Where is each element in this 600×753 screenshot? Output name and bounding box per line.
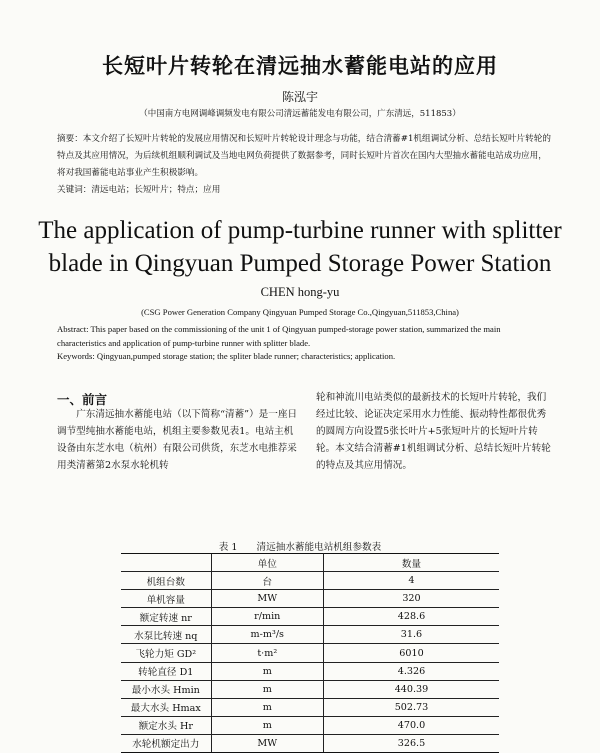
table-row [121, 680, 499, 698]
intro-left-column: 广东清远抽水蓄能电站（以下简称“清蓄”）是一座日调节型纯抽水蓄能电站，机组主要参数见表1。电站主机设备由东芝水电（杭州）有限公司供货，东芝水电推荐采用类清蓄第2水泵水轮机转 [57, 409, 298, 471]
param-value: 31.6 [323, 626, 499, 644]
header-param [121, 554, 211, 572]
table-title: 清远抽水蓄能电站机组参数表 [256, 542, 382, 553]
table-row [121, 716, 499, 734]
param-name: 额定转速 nr [121, 608, 211, 626]
param-name: 单机容量 [121, 590, 211, 608]
param-name: 最大水头 Hmax [121, 698, 211, 716]
english-title-line2: blade in Qingyuan Pumped Storage Power Station [48, 250, 552, 277]
param-value: 6010 [323, 644, 499, 662]
param-unit: m [211, 662, 323, 680]
english-affiliation: (CSG Power Generation Company Qingyuan Pumped Storage Co.,Qingyuan,511853,China) [141, 307, 459, 317]
param-unit: MW [211, 734, 323, 752]
param-name: 最小水头 Hmin [121, 680, 211, 698]
table-header-row [121, 554, 499, 572]
chinese-title: 长短叶片转轮在清远抽水蓄能电站的应用 [102, 54, 498, 78]
section-heading: 一、前言 [57, 392, 108, 407]
table-row [121, 734, 499, 752]
english-title [0, 214, 600, 280]
param-unit: m [211, 698, 323, 716]
chinese-abstract: 摘要：本文介绍了长短叶片转轮的发展应用情况和长短叶片转轮设计理念与功能，结合清蓄#1机组调试分析、总结长短叶片转轮的特点及其应用情况，为后续机组顺利调试及当地电网负荷提供了数据参考，同时长短叶片首次在国内大型抽水蓄能电站成功应用，将对我国蓄能电站事业产生积极影响。 [57, 134, 551, 178]
param-unit: t·m² [211, 644, 323, 662]
param-unit: 台 [211, 572, 323, 590]
table-row [121, 698, 499, 716]
param-name: 额定水头 Hr [121, 716, 211, 734]
table-row [121, 662, 499, 680]
table-row [121, 644, 499, 662]
table-caption [0, 539, 600, 553]
chinese-author: 陈泓宇 [281, 90, 318, 104]
table-row [121, 572, 499, 590]
param-unit: m [211, 716, 323, 734]
param-value: 320 [323, 590, 499, 608]
param-name: 水轮机额定出力 [121, 734, 211, 752]
param-name: 水泵比转速 nq [121, 626, 211, 644]
english-title-line1: The application of pump-turbine runner with splitter [38, 217, 562, 244]
table-number: 表 1 [218, 542, 238, 553]
parameter-table [121, 553, 499, 753]
header-value: 数量 [323, 554, 499, 572]
intro-right-column: 轮和神流川电站类似的最新技术的长短叶片转轮，我们经过比较、论证决定采用水力性能、振动特性都很优秀的圆周方向设置5张长叶片+5张短叶片的长短叶片转轮。本文结合清蓄#1机组调试分析、总结长短叶片转轮的特点及其应用情况。 [316, 392, 551, 471]
english-author: CHEN hong-yu [260, 285, 340, 299]
table-row [121, 626, 499, 644]
param-unit: m-m³/s [211, 626, 323, 644]
chinese-affiliation: （中国南方电网调峰调频发电有限公司清远蓄能发电有限公司，广东清远，511853） [139, 109, 461, 119]
english-keywords: Keywords: Qingyuan,pumped storage station; the spliter blade runner; characteristics; application. [57, 351, 396, 361]
param-value: 440.39 [323, 680, 499, 698]
param-value: 326.5 [323, 734, 499, 752]
header-unit: 单位 [211, 554, 323, 572]
param-unit: MW [211, 590, 323, 608]
param-value: 4.326 [323, 662, 499, 680]
param-value: 502.73 [323, 698, 499, 716]
param-value: 428.6 [323, 608, 499, 626]
table-row [121, 608, 499, 626]
english-abstract: Abstract: This paper based on the commissioning of the unit 1 of Qingyuan pumped-storage power station, summarized the main characteristics and application of pump-turbine runner with splitter blade. [57, 324, 501, 348]
param-name: 转轮直径 D1 [121, 662, 211, 680]
param-name: 飞轮力矩 GD² [121, 644, 211, 662]
param-unit: m [211, 680, 323, 698]
chinese-keywords: 关键词：清远电站；长短叶片；特点；应用 [57, 185, 221, 195]
param-unit: r/min [211, 608, 323, 626]
param-value: 4 [323, 572, 499, 590]
param-name: 机组台数 [121, 572, 211, 590]
table-row [121, 590, 499, 608]
param-value: 470.0 [323, 716, 499, 734]
